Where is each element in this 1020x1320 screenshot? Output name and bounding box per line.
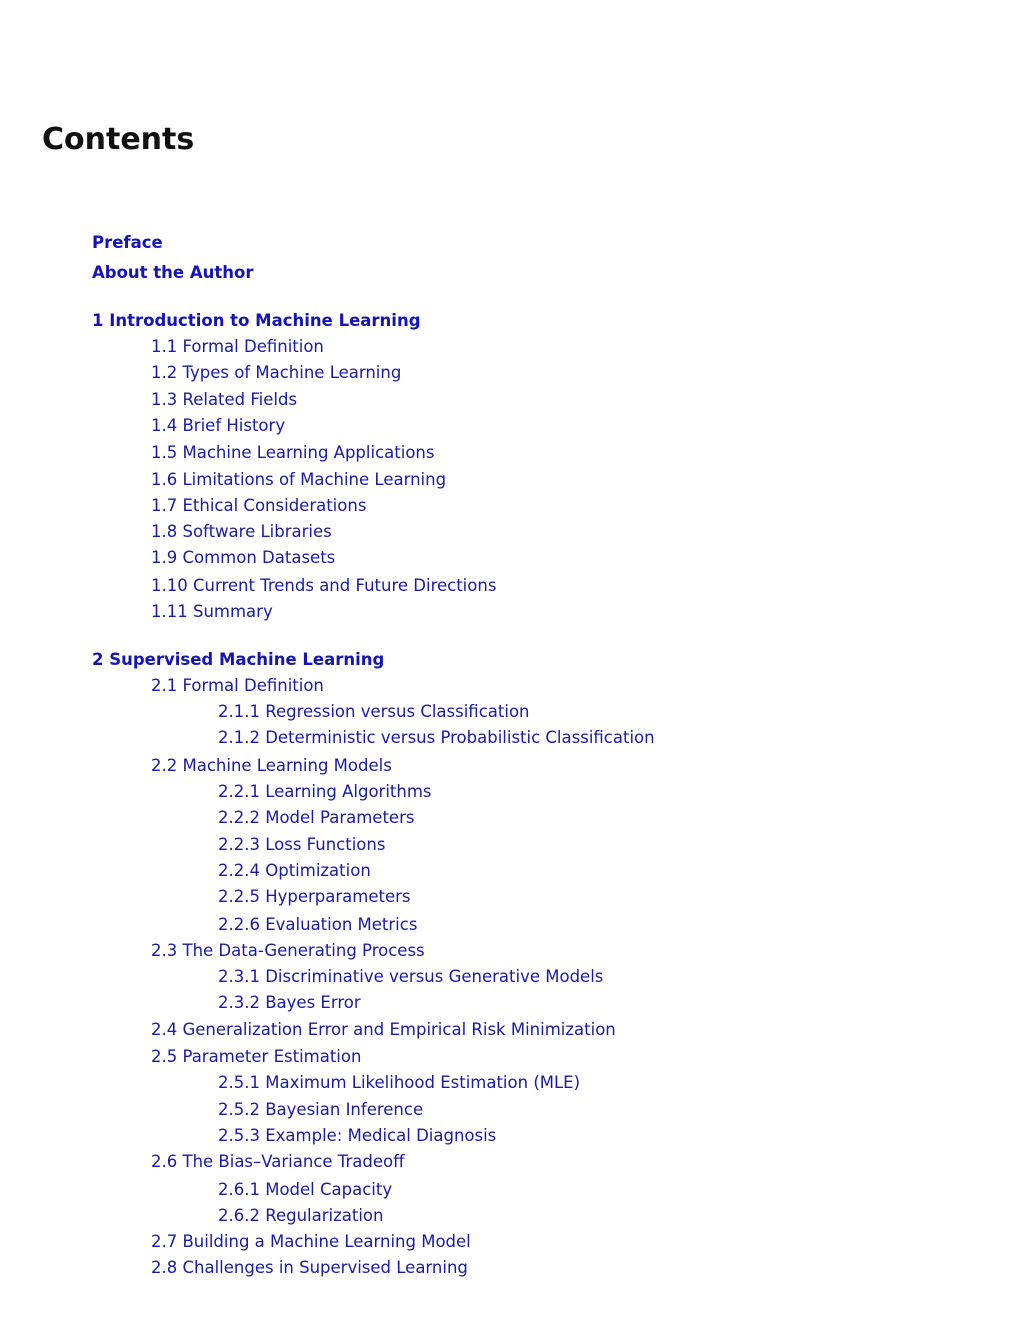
toc-subsection-2-2-5[interactable]: 2.2.5 Hyperparameters xyxy=(218,887,411,906)
toc-subsection-2-1-2[interactable]: 2.1.2 Deterministic versus Probabilistic Classification xyxy=(218,728,655,747)
toc-chapter-1[interactable]: 1 Introduction to Machine Learning xyxy=(92,311,421,330)
toc-subsection-2-5-1[interactable]: 2.5.1 Maximum Likelihood Estimation (MLE) xyxy=(218,1073,581,1092)
toc-section-2-6[interactable]: 2.6 The Bias–Variance Tradeoff xyxy=(151,1152,405,1171)
toc-section-2-7[interactable]: 2.7 Building a Machine Learning Model xyxy=(151,1232,471,1251)
toc-subsection-2-2-2[interactable]: 2.2.2 Model Parameters xyxy=(218,808,415,827)
toc-subsection-2-2-1[interactable]: 2.2.1 Learning Algorithms xyxy=(218,782,432,801)
toc-subsection-2-2-6[interactable]: 2.2.6 Evaluation Metrics xyxy=(218,915,418,934)
toc-entry-about-the-author[interactable]: About the Author xyxy=(92,263,254,282)
toc-section-2-4[interactable]: 2.4 Generalization Error and Empirical Risk Minimization xyxy=(151,1020,616,1039)
toc-section-1-1[interactable]: 1.1 Formal Definition xyxy=(151,337,324,356)
toc-section-2-3[interactable]: 2.3 The Data-Generating Process xyxy=(151,941,425,960)
toc-subsection-2-3-2[interactable]: 2.3.2 Bayes Error xyxy=(218,993,361,1012)
page-title: Contents xyxy=(42,122,195,157)
toc-subsection-2-6-2[interactable]: 2.6.2 Regularization xyxy=(218,1206,384,1225)
toc-section-2-2[interactable]: 2.2 Machine Learning Models xyxy=(151,756,392,775)
toc-section-2-1[interactable]: 2.1 Formal Definition xyxy=(151,676,324,695)
toc-section-1-9[interactable]: 1.9 Common Datasets xyxy=(151,548,336,567)
toc-section-1-5[interactable]: 1.5 Machine Learning Applications xyxy=(151,443,435,462)
toc-section-1-8[interactable]: 1.8 Software Libraries xyxy=(151,522,332,541)
toc-subsection-2-5-2[interactable]: 2.5.2 Bayesian Inference xyxy=(218,1100,424,1119)
toc-section-1-11[interactable]: 1.11 Summary xyxy=(151,602,273,621)
toc-section-1-2[interactable]: 1.2 Types of Machine Learning xyxy=(151,363,402,382)
toc-subsection-2-2-3[interactable]: 2.2.3 Loss Functions xyxy=(218,835,386,854)
toc-section-1-4[interactable]: 1.4 Brief History xyxy=(151,416,286,435)
toc-section-1-6[interactable]: 1.6 Limitations of Machine Learning xyxy=(151,470,447,489)
toc-section-2-5[interactable]: 2.5 Parameter Estimation xyxy=(151,1047,362,1066)
toc-section-1-10[interactable]: 1.10 Current Trends and Future Directions xyxy=(151,576,497,595)
toc-subsection-2-6-1[interactable]: 2.6.1 Model Capacity xyxy=(218,1180,393,1199)
toc-section-2-8[interactable]: 2.8 Challenges in Supervised Learning xyxy=(151,1258,468,1277)
toc-chapter-2[interactable]: 2 Supervised Machine Learning xyxy=(92,650,385,669)
toc-subsection-2-1-1[interactable]: 2.1.1 Regression versus Classification xyxy=(218,702,530,721)
toc-entry-preface[interactable]: Preface xyxy=(92,233,163,252)
toc-subsection-2-5-3[interactable]: 2.5.3 Example: Medical Diagnosis xyxy=(218,1126,497,1145)
toc-section-1-7[interactable]: 1.7 Ethical Considerations xyxy=(151,496,367,515)
toc-subsection-2-2-4[interactable]: 2.2.4 Optimization xyxy=(218,861,371,880)
toc-subsection-2-3-1[interactable]: 2.3.1 Discriminative versus Generative Models xyxy=(218,967,604,986)
toc-section-1-3[interactable]: 1.3 Related Fields xyxy=(151,390,298,409)
